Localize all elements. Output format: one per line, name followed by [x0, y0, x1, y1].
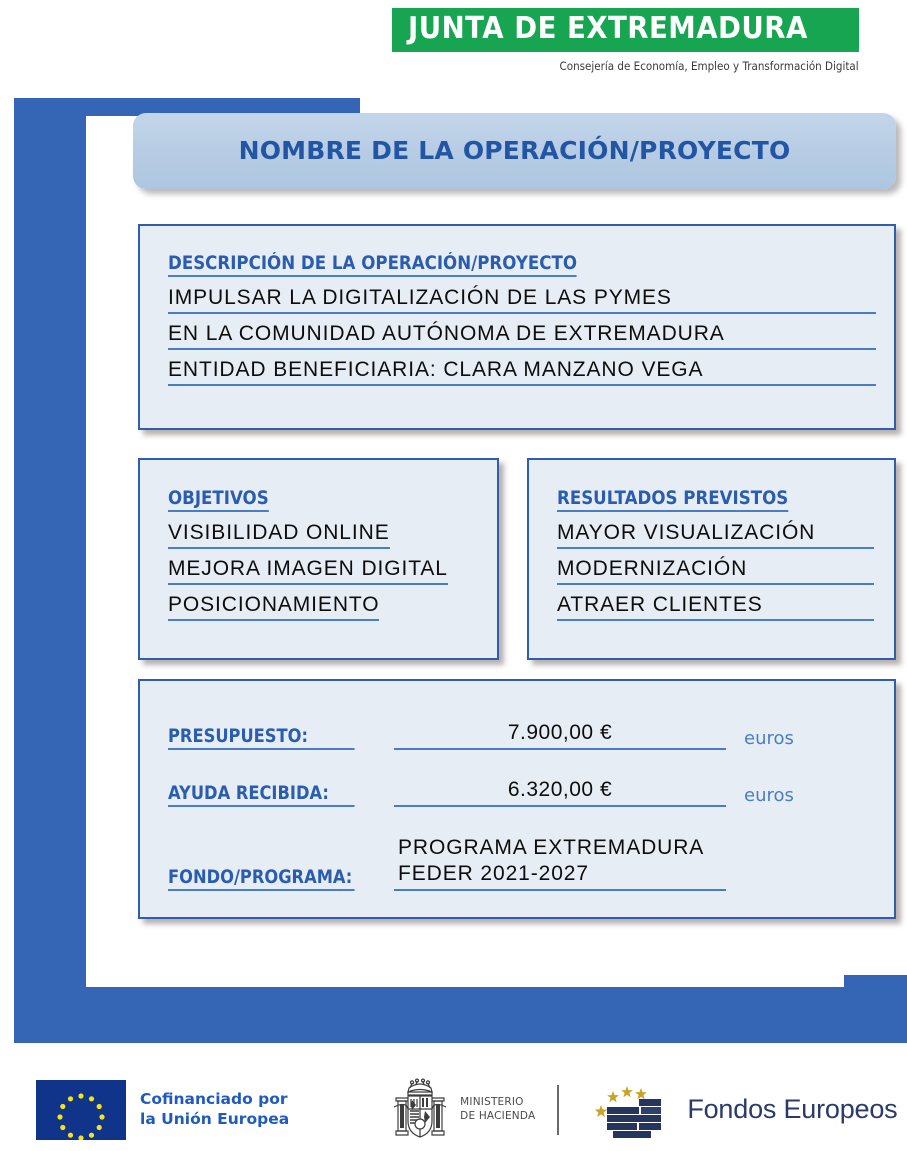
- ministry-logo: [389, 1077, 535, 1143]
- fund-label: FONDO/PROGRAMA:: [168, 867, 355, 891]
- budget-row-ayuda: [168, 778, 872, 807]
- fund-value: [394, 835, 726, 891]
- aid-label: AYUDA RECIBIDA:: [168, 783, 355, 807]
- description-line-2: EN LA COMUNIDAD AUTÓNOMA DE EXTREMADURA: [168, 322, 876, 350]
- fund-value-line-2: FEDER 2021-2027: [398, 861, 589, 885]
- eu-cofinanced-logo: [36, 1080, 289, 1140]
- objective-item-3: POSICIONAMIENTO: [168, 593, 379, 621]
- junta-name-text: JUNTA DE EXTREMADURA: [408, 11, 809, 46]
- ministry-logo-text: [460, 1096, 535, 1123]
- result-item-3: ATRAER CLIENTES: [557, 593, 874, 621]
- aid-unit: euros: [744, 785, 794, 806]
- budget-row-presupuesto: [168, 721, 872, 750]
- footer-divider: [557, 1085, 559, 1135]
- project-name-header: [133, 113, 896, 189]
- description-box: [138, 224, 896, 430]
- fondos-europeos-icon: [593, 1077, 673, 1143]
- eu-logo-line-1: Cofinanciado por: [140, 1090, 288, 1109]
- ministry-line-1: MINISTERIO: [460, 1095, 524, 1108]
- fund-value-line-1: PROGRAMA EXTREMADURA: [398, 836, 705, 859]
- fondos-europeos-text: Fondos Europeos: [687, 1094, 898, 1124]
- budget-row-fondo: [168, 835, 872, 891]
- description-heading: DESCRIPCIÓN DE LA OPERACIÓN/PROYECTO: [168, 253, 577, 277]
- description-line-3: ENTIDAD BENEFICIARIA: CLARA MANZANO VEGA: [168, 358, 876, 386]
- ministry-line-2: DE HACIENDA: [460, 1109, 536, 1122]
- results-heading: RESULTADOS PREVISTOS: [557, 488, 788, 512]
- description-line-1: IMPULSAR LA DIGITALIZACIÓN DE LAS PYMES: [168, 286, 876, 314]
- budget-box: [138, 679, 896, 919]
- objective-item-1: VISIBILIDAD ONLINE: [168, 521, 390, 549]
- eu-flag-icon: [36, 1080, 126, 1140]
- eu-logo-line-2: la Unión Europea: [140, 1109, 290, 1128]
- eu-logo-text: [140, 1090, 289, 1129]
- fondos-europeos-logo: [593, 1077, 897, 1143]
- objectives-box: [138, 458, 499, 660]
- budget-unit: euros: [744, 728, 794, 749]
- objectives-heading: OBJETIVOS: [168, 488, 269, 512]
- budget-amount: 7.900,00 €: [394, 721, 726, 750]
- footer-logo-strip: [0, 1068, 907, 1151]
- objective-item-2: MEJORA IMAGEN DIGITAL: [168, 557, 448, 585]
- budget-label: PRESUPUESTO:: [168, 726, 355, 750]
- aid-amount: 6.320,00 €: [394, 778, 726, 807]
- expected-results-box: [527, 458, 896, 660]
- page-title: NOMBRE DE LA OPERACIÓN/PROYECTO: [238, 135, 791, 165]
- result-item-1: MAYOR VISUALIZACIÓN: [557, 521, 874, 549]
- junta-department-text: Consejería de Economía, Empleo y Transformación Digital: [559, 59, 859, 73]
- spain-coat-of-arms-icon: [389, 1077, 451, 1143]
- result-item-2: MODERNIZACIÓN: [557, 557, 874, 585]
